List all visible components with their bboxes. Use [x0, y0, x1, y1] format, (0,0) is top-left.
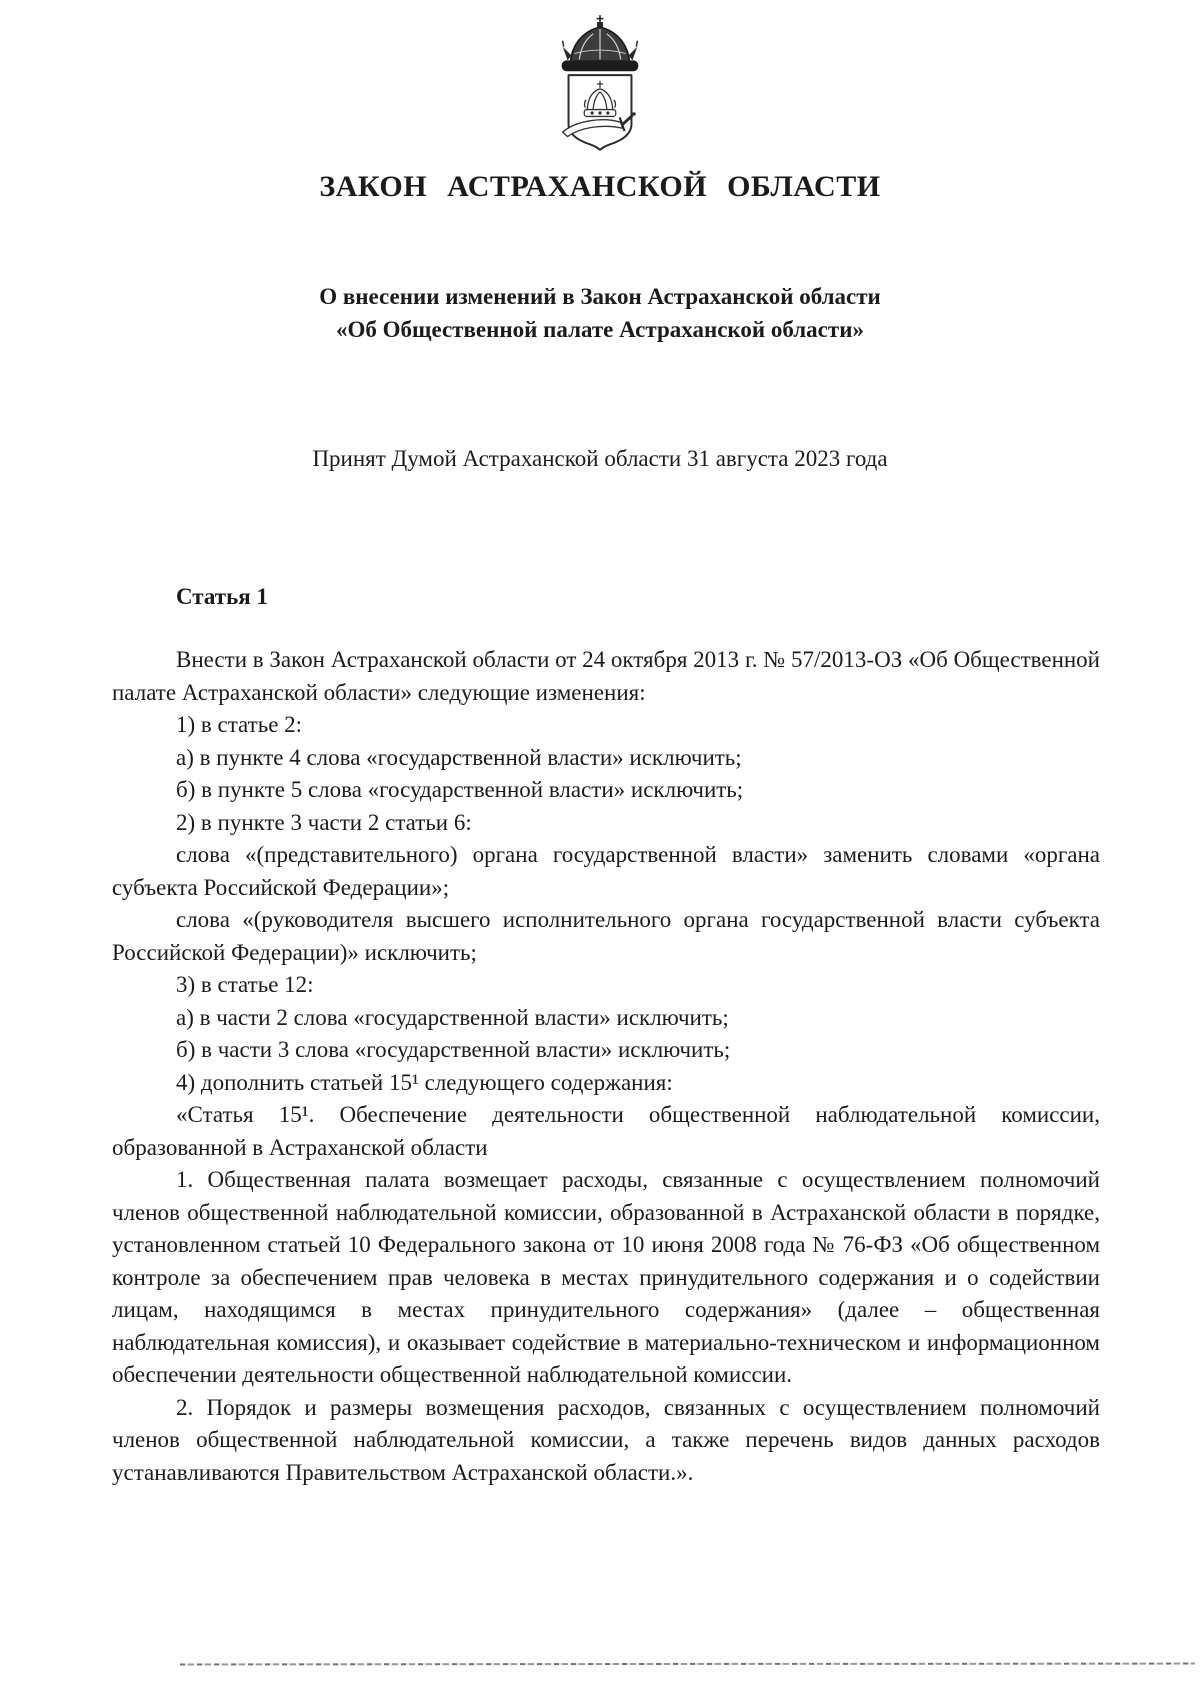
body-paragraph: а) в части 2 слова «государственной власти» исключить;: [176, 1004, 729, 1030]
document-title: ЗАКОН АСТРАХАНСКОЙ ОБЛАСТИ: [319, 170, 881, 203]
body-paragraph: а) в пункте 4 слова «государственной власти» исключить;: [176, 744, 742, 770]
body-paragraph: 4) дополнить статьей 15¹ следующего содержания:: [176, 1069, 673, 1095]
document-body: [112, 644, 1100, 1489]
subtitle-line-1: О внесении изменений в Закон Астраханской области: [319, 284, 881, 309]
document-content: [112, 584, 1100, 1489]
body-paragraph: 2) в пункте 3 части 2 статьи 6:: [176, 809, 472, 835]
subtitle-line-2: «Об Общественной палате Астраханской области»: [336, 317, 864, 342]
body-paragraph: 3) в статье 12:: [176, 972, 314, 997]
body-paragraph: «Статья 15¹. Обеспечение деятельности общественной наблюдательной комиссии, образованной в Астраханской области: [112, 1102, 1100, 1160]
body-paragraph: 2. Порядок и размеры возмещения расходов, связанных с осуществлением полномочий членов общественной наблюдательной комиссии, а также перечень видов данных расходов устанавливаются Правительством Астраханской области.».: [112, 1394, 1100, 1485]
article-heading: Статья 1: [176, 584, 268, 609]
body-paragraph: б) в пункте 5 слова «государственной власти» исключить;: [176, 777, 744, 802]
body-paragraph: слова «(руководителя высшего исполнительного органа государственной власти субъекта Российской Федерации)» исключить;: [112, 907, 1100, 965]
body-paragraph: б) в части 3 слова «государственной власти» исключить;: [176, 1037, 731, 1062]
scan-artifact-line: [180, 1663, 1195, 1666]
body-paragraph: 1) в статье 2:: [176, 712, 303, 737]
document-subtitle: [0, 280, 1200, 346]
body-paragraph: Внести в Закон Астраханской области от 24 октября 2013 г. № 57/2013-ОЗ «Об Общественной палате Астраханской области» следующие изменения:: [112, 647, 1100, 705]
adoption-line: Принят Думой Астраханской области 31 августа 2023 года: [312, 446, 888, 471]
body-paragraph: 1. Общественная палата возмещает расходы, связанные с осуществлением полномочий членов общественной наблюдательной комиссии, образованной в Астраханской области в порядке, установленном статьей 10 Федерального закона от 10 июня 2008 года № 76-ФЗ «Об общественном контроле за обеспечением прав человека в местах принудительного содержания и о содействии лицам, находящимся в местах принудительного содержания» (далее – общественная наблюдательная комиссия), и оказывает содействие в материально-техническом и информационном обеспечении деятельности общественной наблюдательной комиссии.: [112, 1167, 1100, 1387]
astrakhan-coat-of-arms-icon: [541, 14, 659, 152]
body-paragraph: слова «(представительного) органа государственной власти» заменить словами «органа субъекта Российской Федерации»;: [112, 842, 1100, 900]
